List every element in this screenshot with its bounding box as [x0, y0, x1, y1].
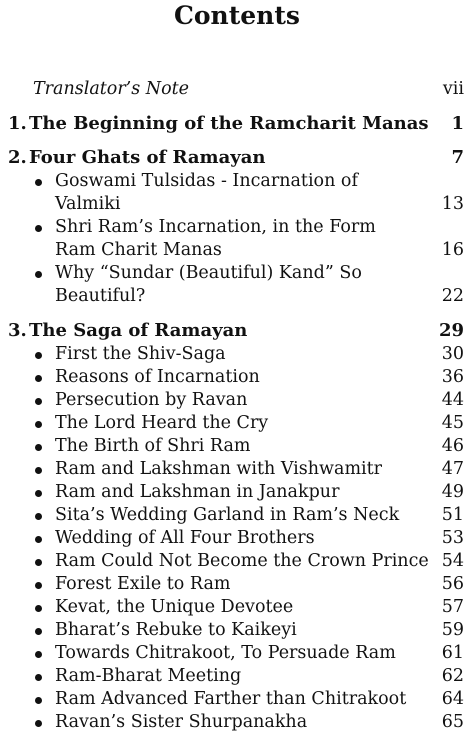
- toc-page-number: 57: [441, 597, 464, 617]
- toc-item-label: Towards Chitrakoot, To Persuade Ram: [55, 643, 396, 663]
- bullet-icon: [35, 628, 42, 635]
- toc-item-label: Ravan’s Sister Shurpanakha: [55, 712, 308, 732]
- bullet-icon: [35, 398, 42, 405]
- bullet-icon: [35, 179, 42, 186]
- toc-item: [8, 550, 464, 573]
- toc-chapter-3: [8, 319, 464, 342]
- bullet-icon: [35, 513, 42, 520]
- toc-item-label: Reasons of Incarnation: [55, 367, 260, 387]
- toc-item: [8, 642, 464, 665]
- toc-entry-translators-note: [8, 78, 464, 101]
- toc-item-label: Ram Charit Manas: [55, 240, 222, 260]
- bullet-icon: [35, 651, 42, 658]
- toc-page-number: 22: [441, 286, 464, 306]
- toc-item-label: Ram Advanced Farther than Chitrakoot: [55, 689, 407, 709]
- toc-item: [8, 458, 464, 481]
- toc-item-label: Ram and Lakshman in Janakpur: [55, 482, 340, 502]
- toc-page-number: 13: [441, 194, 464, 214]
- bullet-icon: [35, 421, 42, 428]
- bullet-icon: [35, 490, 42, 497]
- toc-item: [8, 711, 464, 734]
- bullet-icon: [35, 720, 42, 727]
- page-title: Contents: [173, 1, 300, 30]
- toc-item: [8, 366, 464, 389]
- toc-item: [8, 481, 464, 504]
- toc-page-number: 65: [441, 712, 464, 732]
- toc-entry-label: Translator’s Note: [33, 79, 190, 99]
- toc-item: [8, 412, 464, 435]
- toc-page-number: 54: [441, 551, 464, 571]
- toc-item-label: Goswami Tulsidas - Incarnation of: [55, 171, 358, 191]
- bullet-icon: [35, 605, 42, 612]
- toc-item-continuation: [8, 285, 464, 308]
- toc-page-number: 61: [441, 643, 464, 663]
- toc-item: [8, 665, 464, 688]
- toc-page-number: 59: [441, 620, 464, 640]
- bullet-icon: [35, 467, 42, 474]
- bullet-icon: [35, 352, 42, 359]
- toc-page-number: 49: [441, 482, 464, 502]
- bullet-icon: [35, 536, 42, 543]
- chapter-number: 3.: [8, 320, 27, 341]
- toc-page-number: 30: [441, 344, 464, 364]
- bullet-icon: [35, 225, 42, 232]
- toc-item-label: Valmiki: [55, 194, 121, 214]
- toc-item: [8, 435, 464, 458]
- toc-item: [8, 389, 464, 412]
- toc-item-label: Wedding of All Four Brothers: [55, 528, 315, 548]
- toc-page-number: 45: [441, 413, 464, 433]
- toc-page-number: 56: [441, 574, 464, 594]
- toc-item: [8, 343, 464, 366]
- toc-page-number: 7: [451, 147, 464, 168]
- toc-item-label: First the Shiv-Saga: [55, 344, 226, 364]
- toc-item-label: Persecution by Ravan: [55, 390, 248, 410]
- chapter-title: The Saga of Ramayan: [29, 320, 248, 341]
- chapter-title: The Beginning of the Ramcharit Manas: [29, 113, 429, 134]
- toc-item-label: Ram and Lakshman with Vishwamitr: [55, 459, 383, 479]
- toc-page-number: vii: [442, 79, 464, 99]
- toc-item-label: Why “Sundar (Beautiful) Kand” So: [55, 263, 362, 283]
- toc-item: [8, 619, 464, 642]
- toc-item-label: Forest Exile to Ram: [55, 574, 231, 594]
- toc-page-number: 62: [441, 666, 464, 686]
- toc-page-number: 1: [451, 113, 464, 134]
- toc-page-number: 53: [441, 528, 464, 548]
- toc-page-number: 51: [441, 505, 464, 525]
- toc-item-label: Bharat’s Rebuke to Kaikeyi: [55, 620, 297, 640]
- toc-item-label: The Birth of Shri Ram: [55, 436, 251, 456]
- bullet-icon: [35, 375, 42, 382]
- bullet-icon: [35, 697, 42, 704]
- toc-item-label: Sita’s Wedding Garland in Ram’s Neck: [55, 505, 400, 525]
- toc-item-label: The Lord Heard the Cry: [55, 413, 269, 433]
- toc-item-continuation: [8, 239, 464, 262]
- toc-chapter-1: [8, 112, 464, 135]
- toc-item: [8, 504, 464, 527]
- toc-page-number: 16: [441, 240, 464, 260]
- toc-item-label: Beautiful?: [55, 286, 146, 306]
- toc-item: [8, 596, 464, 619]
- chapter-title: Four Ghats of Ramayan: [29, 147, 266, 168]
- chapter-number: 2.: [8, 147, 27, 168]
- toc-item: [8, 216, 464, 239]
- chapter-number: 1.: [8, 113, 27, 134]
- toc-page-number: 47: [441, 459, 464, 479]
- toc-item-label: Kevat, the Unique Devotee: [55, 597, 294, 617]
- toc-item: [8, 170, 464, 193]
- toc-page-number: 44: [441, 390, 464, 410]
- toc-item-label: Ram Could Not Become the Crown Prince: [55, 551, 429, 571]
- toc-chapter-2: [8, 146, 464, 169]
- bullet-icon: [35, 271, 42, 278]
- toc-item-label: Ram-Bharat Meeting: [55, 666, 242, 686]
- toc-item-label: Shri Ram’s Incarnation, in the Form: [55, 217, 376, 237]
- bullet-icon: [35, 582, 42, 589]
- toc-item: [8, 688, 464, 711]
- toc-page-number: 46: [441, 436, 464, 456]
- bullet-icon: [35, 674, 42, 681]
- toc-page-number: 36: [441, 367, 464, 387]
- toc-item: [8, 262, 464, 285]
- toc-item: [8, 527, 464, 550]
- toc-page-number: 29: [438, 320, 464, 341]
- toc-page-number: 64: [441, 689, 464, 709]
- bullet-icon: [35, 559, 42, 566]
- toc-item-continuation: [8, 193, 464, 216]
- bullet-icon: [35, 444, 42, 451]
- toc-item: [8, 573, 464, 596]
